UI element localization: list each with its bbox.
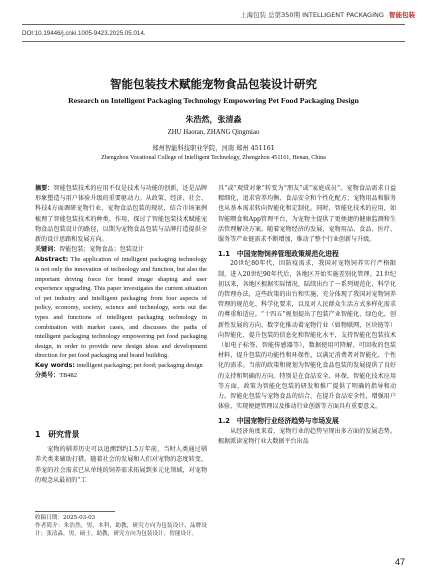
page-number: 47 (394, 557, 405, 567)
classification-label: 分类号： (35, 371, 60, 379)
issue-number: 总第350期 (268, 11, 301, 19)
header-rule (22, 24, 405, 25)
left-column (35, 184, 207, 381)
journal-name-zh: 上海包装 (240, 11, 267, 19)
subsection-1-1-heading: 1.1 中国宠物饲养管理政策规范化进程 (218, 250, 339, 259)
keywords-zh-label: 关键词： (35, 246, 60, 254)
abstract-en-text: The application of intelligent packaging technology is not only the innovation of technology and function, but also the important driving force for brand image shaping and user experience upgrading. This paper investigates the current situation of pet industry and intelligent packaging from four aspects of policy, economy, society, science and technology, sorts out the types and functions of intelligent packaging technology in combination with market cases, and discusses the paths of intelligent packaging technology empowering pet food packaging design, in order to provide new design ideas and development direction for pet food packaging and brand building. (35, 256, 207, 360)
running-header (240, 10, 415, 19)
footnote (35, 514, 207, 539)
affiliation-zh: 郑州智能科技职业学院，河南 郑州 451161 (152, 145, 275, 152)
subsection-1-1-paragraph: 20世纪80年代，因防疫需求，我国对宠物饲养实行严格限制，进入20世纪90年代后，各地区开始实施差别化管理。21世纪初以来，各地区根据实际情况，陆续出台了一系列规范化、科学化的管理办法，这些政策的出台和实施，充分体现了我国对宠物饲养管理的规范化、科学化要求，以及对人民群众生活方式多样化需求的尊重和适应。“十四五”规划提出了包装产业智能化、绿色化、创新性发展的方向，数字化推动着宠物行业（如物联网、区块链等）向智能化、提升包装的信息化和智能化水平，支持智能化包装技术（如电子标签、智能传感器等），数据使用可降解、可回收的包装材料，提升包装的功能性和环保性，以满足消费者对智能化、个性化的需求。当前的政策和规划为智能化食品包装的发展提供了良好的支持和明确的方向。特别是在食品安全、环保、智能化技术应用等方面，政策为智能化包装的研发和推广提供了明确的指导和动力。智能化包装与宠物食品的结合，在提升食品安全性、增强用户体验、实现便捷管理以及推动行业创新等方面具有重要意义。 (218, 260, 396, 411)
affiliation-en: Zhengzhou Vocational College of Intelligent Technology, Zhengzhou 451161, Henan, China (101, 155, 326, 161)
doi-rule (22, 41, 405, 42)
keywords-en (35, 361, 207, 371)
keywords-zh-text: 智能包装；宠物食品；包装设计 (59, 246, 144, 254)
right-column (218, 184, 396, 447)
classification (35, 371, 207, 381)
keywords-zh (35, 245, 207, 255)
footnote-received: 收稿日期：2025-03-03 (35, 515, 96, 521)
keywords-en-text: intelligent packaging; pet food; packaging design (76, 361, 203, 369)
authors-en: ZHU Haoran, ZHANG Qingmiao (167, 129, 260, 136)
subsection-1-2-heading: 1.2 中国宠物行业经济趋势与市场发展 (218, 417, 339, 426)
title-zh: 智能包装技术赋能宠物食品包装设计研究 (110, 77, 317, 91)
column-name: 智能包装 (389, 11, 415, 19)
section-1-heading: 1 研究背景 (35, 430, 80, 439)
doi-line: DOI:10.19446/j.cnki.1005-9423.2025.05.014. (22, 30, 146, 37)
authors-zh: 朱浩然，张清淼 (185, 114, 242, 124)
footnote-author-bio: 作者简介：朱浩然，男，本科，助教，研究方向为包装设计、品牌设计；张清淼，男，硕士，助教，研究方向为包装设计、智能设计。 (35, 523, 207, 538)
continued-paragraph: 具”或“观赏对象”转变为“朋友”或“家庭成员”。宠物食品需求日益精细化，追求营养均衡、食品安全和个性化配方；宠物用品和服务也从基本需求转向智能化和定制化。同时，智能化技术的应用，如智能喂食和App管理平台，为宠物主提供了更便捷的健康监测和生活管理解决方案。随着宠物经济的发展，宠物用品、食品、医疗、服务等产业链需求不断增加，推动了整个行业创新与升级。 (218, 185, 396, 244)
journal-name-en: INTELLIGENT PACKAGING (302, 11, 384, 19)
abstract-en (35, 255, 207, 361)
classification-code: TB482 (59, 371, 77, 379)
section-1 (35, 430, 207, 486)
abstract-en-label: Abstract: (35, 255, 69, 264)
section-1-paragraph: 宠物的驯养历史可以追溯到约1.5万年前，当时人类通过驯养犬类来辅助打猎。随着社会的发展和人们对宠物的态度转变，养宠的社会需求已从单纯的饲养需求拓展到多元化领域，对宠物的观念从最初的“工 (35, 446, 207, 484)
title-en: Research on Intelligent Packaging Technology Empowering Pet Food Packaging Design (68, 96, 359, 105)
abstract-zh (35, 184, 207, 245)
abstract-zh-label: 摘要： (35, 185, 54, 192)
footnote-rule (35, 511, 115, 512)
abstract-zh-text: 智能包装技术的应用不仅是技术与功能的创新，还是品牌形象塑造与用户体验升级的重要驱动力。从政策、经济、社会、科技4方面调研宠物行业、宠物食品包装的现状，结合市场案例梳理了智能包装技术的种类、作用，探讨了智能包装技术赋能宠物食品包装设计的路径，以期为宠物食品包装与品牌打造提供全新的设计思路和发展方向。 (35, 185, 208, 244)
keywords-en-label: Key words: (35, 360, 75, 369)
subsection-1-2-paragraph: 从经济角度来看，宠物行业的趋势呈现出多方面的发展态势。根据派读宠物行业大数据平台出品 (218, 427, 396, 445)
